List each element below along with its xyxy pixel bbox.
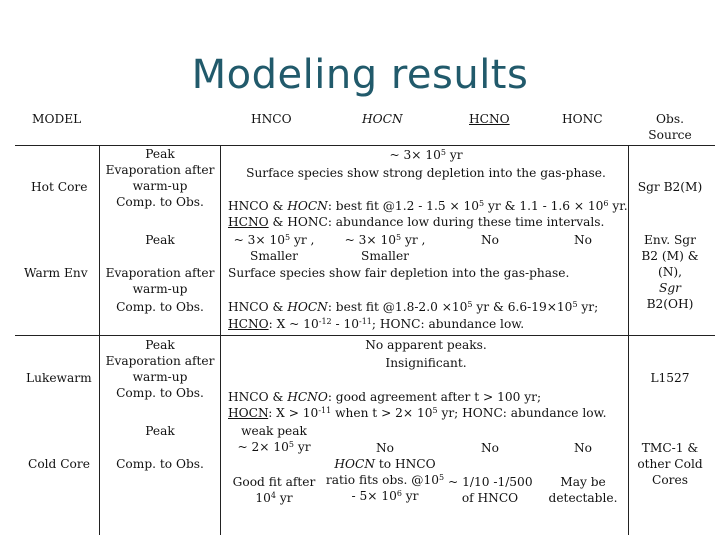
row-label-warm-env: Warm Env: [24, 266, 88, 280]
row-label-lukewarm: Lukewarm: [26, 371, 92, 385]
lukewarm-evap: Insignificant.: [385, 356, 467, 370]
header-obs: Obs. Source: [648, 112, 692, 142]
warm-env-peak-hcno: No: [480, 233, 499, 247]
hot-core-stages: Peak Evaporation after warm-up Comp. to Obs.: [105, 147, 215, 209]
cold-core-comp-hocn: HOCN to HNCO ratio fits obs. $@10^5$ - $5\times 10^6$ yr: [325, 457, 445, 503]
header-hnco: HNCO: [251, 112, 292, 126]
lukewarm-comp-line2: HOCN: $X > 10^{-11}$ when $t > 2\times 10^5$ yr; HONC: abundance low.: [228, 406, 607, 420]
warm-env-peak-hocn: ~ $3\times 10^5$ yr , Smaller: [344, 233, 426, 263]
divider-stage-col: [220, 145, 221, 535]
hot-core-comp-line2: HCNO & HONC: abundance low during these time intervals.: [228, 215, 605, 229]
cold-core-comp-honc: May be detectable.: [548, 475, 618, 505]
cold-core-obs: TMC-1 & other Cold Cores: [637, 441, 703, 487]
divider-warm-lukewarm: [15, 335, 715, 336]
warm-env-obs: Env. Sgr B2 (M) & (N), Sgr B2(OH): [641, 233, 699, 311]
warm-env-stage-comp: Comp. to Obs.: [116, 300, 204, 314]
warm-env-stage-peak: Peak: [145, 233, 175, 247]
lukewarm-comp-line1: HNCO & HCNO: good agreement after t > 100 yr;: [228, 390, 542, 404]
cold-core-peak-honc: No: [573, 441, 592, 455]
lukewarm-obs: L1527: [650, 371, 690, 385]
header-model: MODEL: [32, 112, 82, 126]
hot-core-comp-line1: HNCO & HOCN: best fit @1.2 - $1.5 \times 10^5$ yr & $1.1 - 1.6 \times 10^6$ yr.: [228, 199, 628, 213]
header-hocn: HOCN: [362, 112, 403, 126]
lukewarm-peak: No apparent peaks.: [365, 338, 487, 352]
warm-env-peak-hnco: ~ $3\times 10^5$ yr , Smaller: [233, 233, 315, 263]
row-label-hot-core: Hot Core: [31, 180, 88, 194]
slide-title: Modeling results: [191, 52, 529, 98]
cold-core-peak-hnco: weak peak ~ $2\times 10^5$ yr: [237, 424, 311, 454]
warm-env-stage-evap: Evaporation after warm-up: [105, 266, 215, 296]
hot-core-obs: Sgr B2(M): [637, 180, 703, 194]
warm-env-comp-line2: HCNO: X ~ $10^{-12} - 10^{-11}$; HONC: abundance low.: [228, 317, 525, 331]
lukewarm-stages: Peak Evaporation after warm-up Comp. to Obs.: [105, 338, 215, 400]
cold-core-peak-hcno: No: [480, 441, 499, 455]
hot-core-peak: ~ $3\times 10^5$ yr: [389, 148, 463, 162]
cold-core-comp-hnco: Good fit after $10^4$ yr: [232, 475, 316, 505]
cold-core-stage-peak: Peak: [145, 424, 175, 438]
hot-core-evap: Surface species show strong depletion into the gas-phase.: [246, 166, 606, 180]
header-hcno: HCNO: [469, 112, 510, 126]
row-label-cold-core: Cold Core: [28, 457, 90, 471]
warm-env-comp-line1: HNCO & HOCN: best fit @1.8-2.0 $\times 10^5$ yr & $6.6-19\times 10^5$ yr;: [228, 300, 599, 314]
cold-core-peak-hocn: No: [375, 441, 394, 455]
warm-env-peak-honc: No: [573, 233, 592, 247]
header-honc: HONC: [562, 112, 603, 126]
divider-obs-col: [628, 145, 629, 535]
divider-model-col: [99, 145, 100, 535]
cold-core-comp-hcno: ~ 1/10 -1/500 of HNCO: [448, 475, 533, 505]
warm-env-evap: Surface species show fair depletion into the gas-phase.: [228, 266, 570, 280]
cold-core-stage-comp: Comp. to Obs.: [116, 457, 204, 471]
